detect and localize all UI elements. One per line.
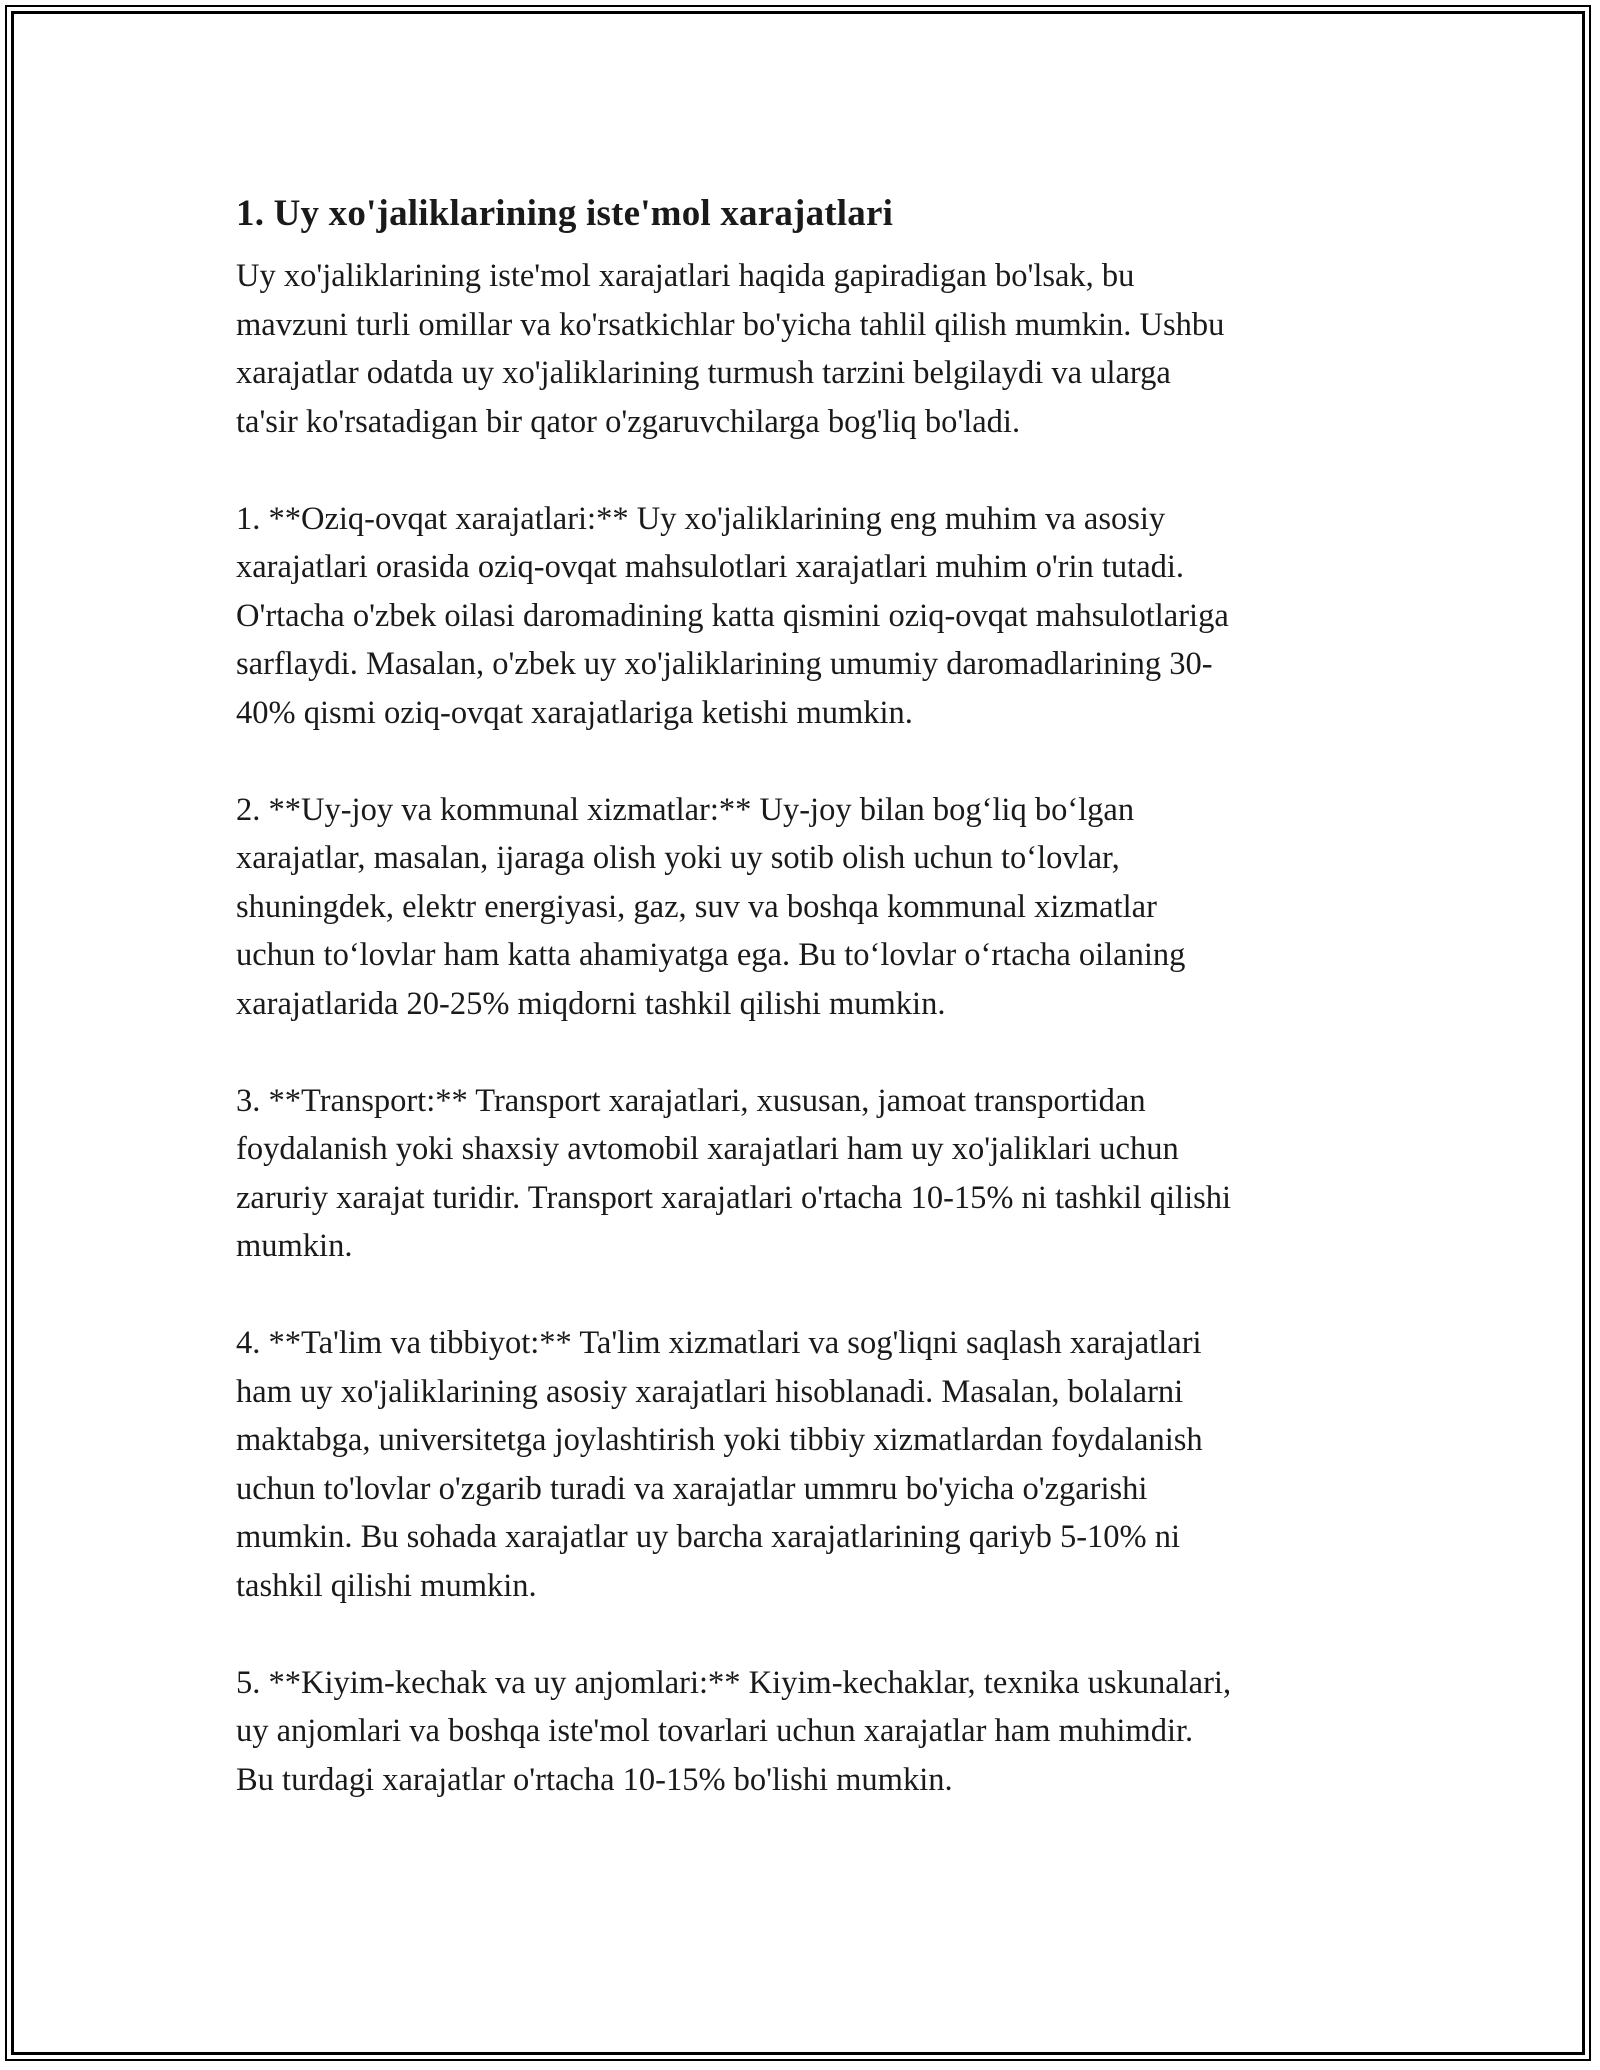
document-body <box>236 188 1376 1804</box>
item-clothing-household: 5. **Kiyim-kechak va uy anjomlari:** Kiyim-kechaklar, texnika uskunalari, uy anjomlari va boshqa iste'mol tovarlari uchun xarajatlar ham muhimdir. Bu turdagi xarajatlar o'rtacha 10-15% bo'lishi mumkin. <box>236 1664 1232 1798</box>
item-education-health: 4. **Ta'lim va tibbiyot:** Ta'lim xizmatlari va sog'liqni saqlash xarajatlari ham uy xo'jaliklarining asosiy xarajatlari hisoblanadi. Masalan, bolalarni maktabga, universitetga joylashtirish yoki tibbiy xizmatlardan foydalanish uchun to'lovlar o'zgarib turadi va xarajatlar ummru bo'yicha o'zgarishi mumkin. Bu sohada xarajatlar uy barcha xarajatlarining qariyb 5-10% ni tashkil qilishi mumkin. <box>236 1325 1203 1604</box>
document-title: 1. Uy xo'jaliklarining iste'mol xarajatlari <box>236 193 894 234</box>
item-transport: 3. **Transport:** Transport xarajatlari, xususan, jamoat transportidan foydalanish yoki shaxsiy avtomobil xarajatlari ham uy xo'jaliklari uchun zaruriy xarajat turidir. Transport xarajatlari o'rtacha 10-15% ni tashkil qilishi mumkin. <box>236 1082 1232 1264</box>
intro-paragraph: Uy xo'jaliklarining iste'mol xarajatlari haqida gapiradigan bo'lsak, bu mavzuni turli omillar va ko'rsatkichlar bo'yicha tahlil qilish mumkin. Ushbu xarajatlar odatda uy xo'jaliklarining turmush tarzini belgilaydi va ularga ta'sir ko'rsatadigan bir qator o'zgaruvchilarga bog'liq bo'ladi. <box>236 258 1225 440</box>
item-food-expenses: 1. **Oziq-ovqat xarajatlari:** Uy xo'jaliklarining eng muhim va asosiy xarajatlari orasida oziq-ovqat mahsulotlari xarajatlari muhim o'rin tutadi. O'rtacha o'zbek oilasi daromadining katta qismini oziq-ovqat mahsulotlariga sarflaydi. Masalan, o'zbek uy xo'jaliklarining umumiy daromadlarining 30- 40% qismi oziq-ovqat xarajatlariga ketishi mumkin. <box>236 500 1229 731</box>
item-housing-utilities: 2. **Uy-joy va kommunal xizmatlar:** Uy-joy bilan bog‘liq bo‘lgan xarajatlar, masalan, ijaraga olish yoki uy sotib olish uchun to‘lovlar, shuningdek, elektr energiyasi, gaz, suv va boshqa kommunal xizmatlar uchun to‘lovlar ham katta ahamiyatga ega. Bu to‘lovlar o‘rtacha oilaning xarajatlarida 20-25% miqdorni tashkil qilishi mumkin. <box>236 791 1186 1022</box>
